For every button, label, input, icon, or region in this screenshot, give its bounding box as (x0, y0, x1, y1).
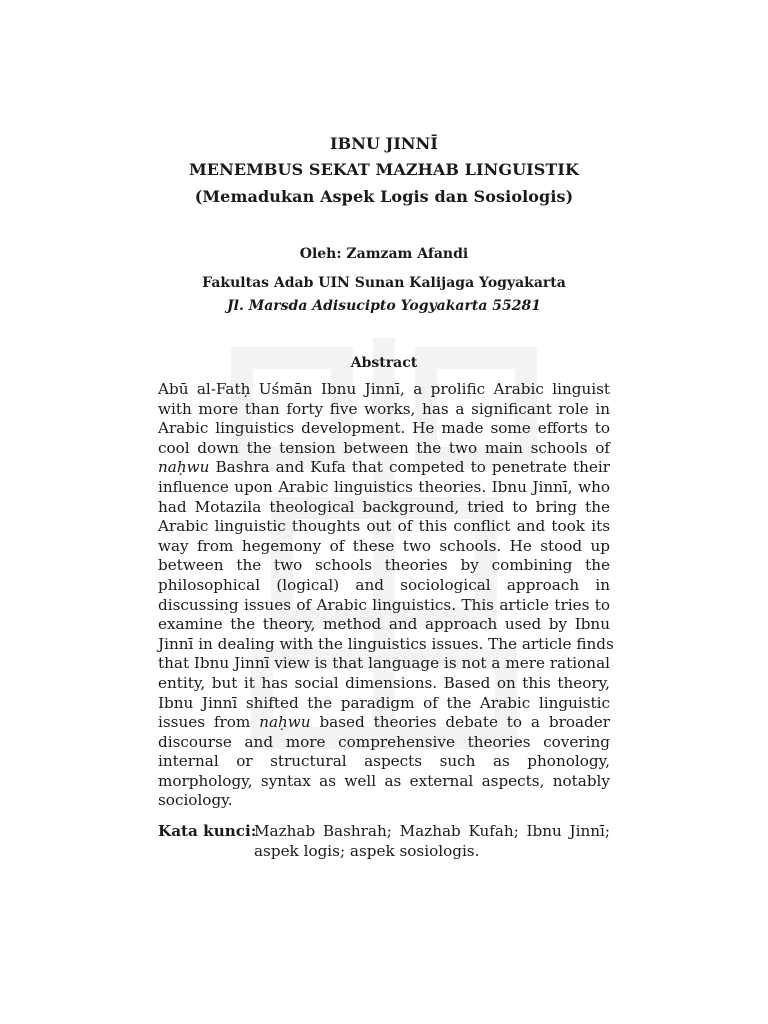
abstract-line: Arabic linguistic thoughts out of this conflict and took its (158, 517, 610, 536)
abstract-line: had Motazila theological background, tried to bring the (158, 497, 610, 516)
abstract-line: Abū al-Fatḥ Uśmān Ibnu Jinnī, a prolific Arabic linguist (158, 380, 610, 398)
abstract-line: between the two schools theories by combining the (158, 556, 610, 575)
abstract-line: internal or structural aspects such as phonology, (158, 752, 610, 771)
title-line-3: (Memadukan Aspek Logis dan Sosiologis) (194, 187, 574, 206)
abstract-line: cool down the tension between the two main schools of (158, 438, 610, 457)
abstract-line: examine the theory, method and approach used by Ibnu (158, 615, 610, 634)
keywords-label: Kata kunci: (158, 822, 257, 840)
abstract-line: Jinnī in dealing with the linguistics issues. The article finds (158, 634, 614, 653)
abstract-line: Ibnu Jinnī shifted the paradigm of the Arabic linguistic (158, 693, 610, 712)
author-line: Oleh: Zamzam Afandi (299, 246, 469, 262)
keywords-line-2: aspek logis; aspek sosiologis. (254, 842, 480, 860)
abstract-line: Arabic linguistics development. He made some efforts to (158, 419, 610, 438)
affiliation-line: Fakultas Adab UIN Sunan Kalijaga Yogyakarta (202, 275, 566, 291)
abstract-heading: Abstract (350, 355, 418, 371)
keywords-block (158, 821, 610, 861)
italic-term: naḥwu (158, 458, 210, 477)
abstract-line: way from hegemony of these two schools. He stood up (158, 536, 610, 555)
abstract-line: philosophical (logical) and sociological approach in (158, 575, 610, 594)
abstract-line: influence upon Arabic linguistics theories. Ibnu Jinnī, who (158, 477, 610, 496)
abstract-line: discussing issues of Arabic linguistics. This article tries to (158, 595, 610, 614)
abstract-line: morphology, syntax as well as external aspects, notably (158, 771, 610, 790)
title-line-2: MENEMBUS SEKAT MAZHAB LINGUISTIK (188, 160, 579, 179)
abstract-line: discourse and more comprehensive theories covering (158, 732, 610, 751)
keywords-line-1: Mazhab Bashrah; Mazhab Kufah; Ibnu Jinnī; (254, 822, 610, 840)
abstract-line: with more than forty five works, has a significant role in (158, 399, 610, 418)
address-line: Jl. Marsda Adisucipto Yogyakarta 55281 (227, 298, 541, 314)
abstract-line: sociology. (158, 791, 233, 810)
italic-term: naḥwu (259, 713, 311, 732)
abstract-line: issues from naḥwu based theories debate to a broader (158, 713, 610, 732)
abstract-line: naḥwu Bashra and Kufa that competed to penetrate their (158, 458, 610, 477)
abstract-line: that Ibnu Jinnī view is that language is not a mere rational (158, 654, 610, 673)
abstract-body (158, 380, 614, 811)
abstract-line: entity, but it has social dimensions. Based on this theory, (158, 673, 610, 692)
title-line-1: IBNU JINNĪ (330, 134, 438, 153)
